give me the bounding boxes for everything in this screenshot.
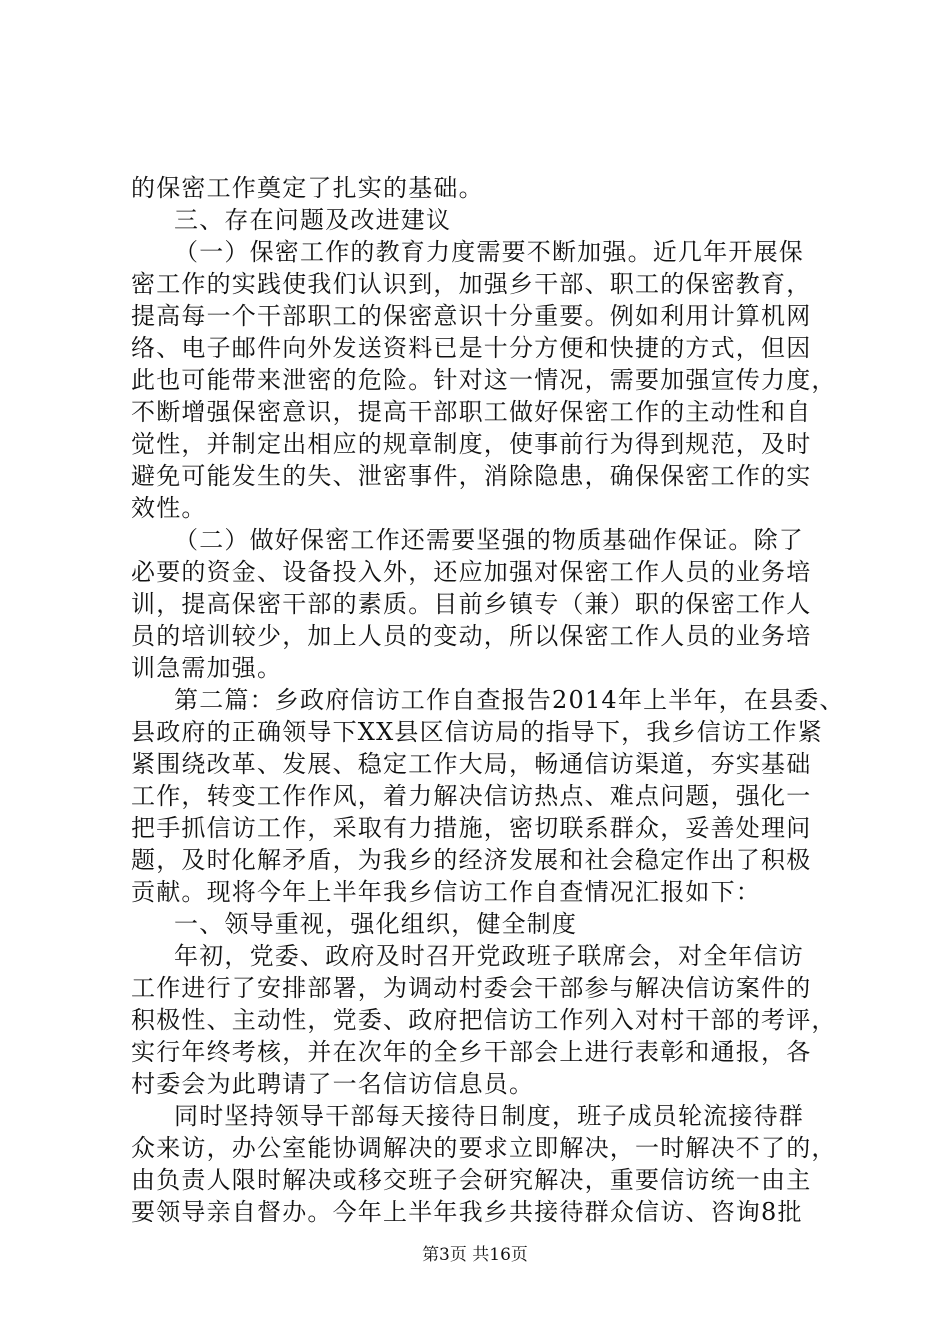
text-line: 第二篇：乡政府信访工作自查报告2014年上半年，在县委、 <box>174 686 845 714</box>
text-line: 员的培训较少，加上人员的变动，所以保密工作人员的业务培 <box>131 622 812 650</box>
text-line: 实行年终考核，并在次年的全乡干部会上进行表彰和通报，各 <box>131 1038 812 1066</box>
text-line: 提高每一个干部职工的保密意识十分重要。例如利用计算机网 <box>131 302 812 330</box>
text-line: 此也可能带来泄密的危险。针对这一情况，需要加强宣传力度， <box>131 366 837 394</box>
text-line: 训急需加强。 <box>131 654 283 682</box>
text-line: 的保密工作奠定了扎实的基础。 <box>131 174 484 202</box>
text-line: 县政府的正确领导下XX县区信访局的指导下，我乡信访工作紧 <box>131 718 823 746</box>
text-line: 由负责人限时解决或移交班子会研究解决，重要信访统一由主 <box>131 1166 812 1194</box>
text-line: 必要的资金、设备投入外，还应加强对保密工作人员的业务培 <box>131 558 812 586</box>
section-heading: 三、存在问题及改进建议 <box>174 206 452 234</box>
text-line: 工作进行了安排部署，为调动村委会干部参与解决信访案件的 <box>131 974 812 1002</box>
text-line: 把手抓信访工作，采取有力措施，密切联系群众，妥善处理问 <box>131 814 812 842</box>
text-line: 避免可能发生的失、泄密事件，消除隐患，确保保密工作的实 <box>131 462 812 490</box>
text-line: 题，及时化解矛盾，为我乡的经济发展和社会稳定作出了积极 <box>131 846 812 874</box>
text-line: 同时坚持领导干部每天接待日制度，班子成员轮流接待群 <box>174 1102 804 1130</box>
page-number: 第3页 共16页 <box>422 1245 528 1265</box>
text-line: 不断增强保密意识，提高干部职工做好保密工作的主动性和自 <box>131 398 812 426</box>
text-line: 密工作的实践使我们认识到，加强乡干部、职工的保密教育， <box>131 270 812 298</box>
text-line: 络、电子邮件向外发送资料已是十分方便和快捷的方式，但因 <box>131 334 812 362</box>
text-line: （一）保密工作的教育力度需要不断加强。近几年开展保 <box>174 238 804 266</box>
text-line: 村委会为此聘请了一名信访信息员。 <box>131 1070 535 1098</box>
text-line: 年初，党委、政府及时召开党政班子联席会，对全年信访 <box>174 942 804 970</box>
text-line: 紧围绕改革、发展、稳定工作大局，畅通信访渠道，夯实基础 <box>131 750 812 778</box>
text-line: 训，提高保密干部的素质。目前乡镇专（兼）职的保密工作人 <box>131 590 812 618</box>
text-line: （二）做好保密工作还需要坚强的物质基础作保证。除了 <box>174 526 804 554</box>
text-line: 觉性，并制定出相应的规章制度，使事前行为得到规范，及时 <box>131 430 812 458</box>
text-line: 效性。 <box>131 494 207 522</box>
text-line: 众来访，办公室能协调解决的要求立即解决，一时解决不了的， <box>131 1134 837 1162</box>
section-heading: 一、领导重视，强化组织，健全制度 <box>174 910 578 938</box>
text-line: 工作，转变工作作风，着力解决信访热点、难点问题，强化一 <box>131 782 812 810</box>
text-line: 积极性、主动性，党委、政府把信访工作列入对村干部的考评， <box>131 1006 837 1034</box>
text-line: 贡献。现将今年上半年我乡信访工作自查情况汇报如下： <box>131 878 761 906</box>
text-line: 要领导亲自督办。今年上半年我乡共接待群众信访、咨询8批 <box>131 1198 803 1226</box>
